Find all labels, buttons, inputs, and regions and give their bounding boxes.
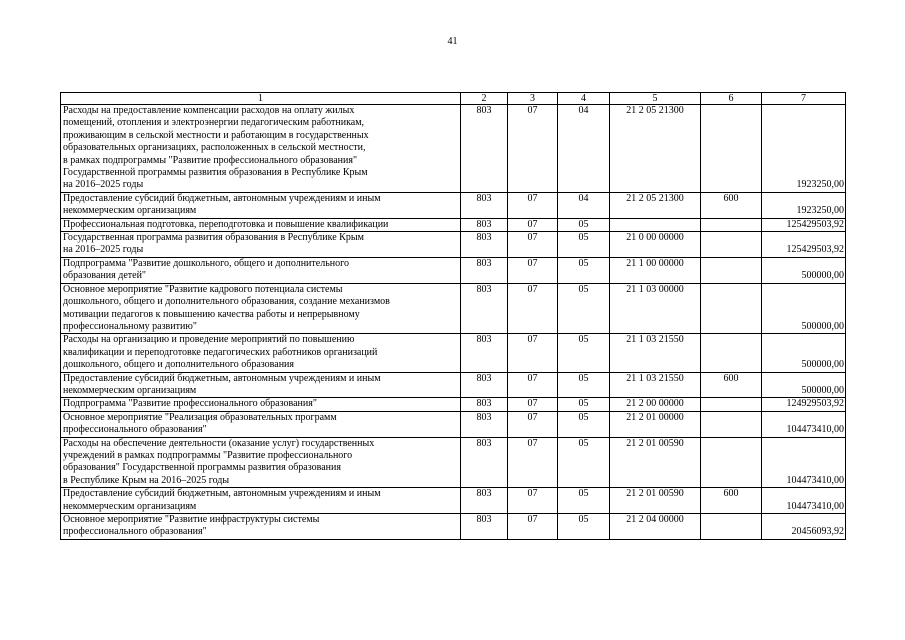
- amount-cell: 1923250,00: [762, 192, 846, 218]
- subsection-code-cell: 05: [558, 218, 610, 231]
- admin-code-cell: 803: [461, 334, 508, 372]
- section-code-cell: 07: [508, 398, 558, 411]
- table-row: [61, 437, 846, 488]
- amount-cell: 500000,00: [762, 372, 846, 398]
- amount-cell: 125429503,92: [762, 232, 846, 258]
- row-name-line: помещений, отопления и электроэнергии педагогическим работникам,: [63, 117, 365, 129]
- row-name-line: Государственная программа развития образования в Республике Крым: [63, 232, 364, 244]
- row-name-line: мотивации педагогов к повышению качества работы и непрерывному: [63, 308, 360, 320]
- target-article-cell: 21 1 00 00000: [610, 257, 701, 283]
- target-article-cell: 21 2 04 00000: [610, 514, 701, 540]
- expense-type-cell: [701, 411, 762, 437]
- section-code-cell: 07: [508, 283, 558, 334]
- target-article-cell: 21 2 01 00000: [610, 411, 701, 437]
- row-name-line: Предоставление субсидий бюджетным, автономным учреждениям и иным: [63, 488, 381, 500]
- row-name-line: Государственной программы развития образования в Республике Крым: [63, 167, 368, 179]
- row-name-cell: [61, 372, 461, 398]
- row-name-line: профессионального образования": [63, 526, 207, 538]
- row-name-line: образования детей": [63, 270, 147, 282]
- target-article-cell: 21 2 01 00590: [610, 488, 701, 514]
- page-number: 41: [447, 36, 458, 47]
- header-cell-7: 7: [762, 93, 846, 105]
- header-cell-2: 2: [461, 93, 508, 105]
- admin-code-cell: 803: [461, 218, 508, 231]
- admin-code-cell: 803: [461, 283, 508, 334]
- row-name-line: проживающим в сельской местности и работающим в государственных: [63, 129, 369, 141]
- row-name-line: Основное мероприятие "Реализация образовательных программ: [63, 411, 337, 423]
- table-header-row: [61, 93, 846, 105]
- expense-type-cell: [701, 105, 762, 193]
- subsection-code-cell: 05: [558, 488, 610, 514]
- expense-type-cell: [701, 334, 762, 372]
- table-row: [61, 488, 846, 514]
- section-code-cell: 07: [508, 218, 558, 231]
- budget-table: [60, 92, 846, 540]
- table-row: [61, 514, 846, 540]
- table-row: [61, 283, 846, 334]
- section-code-cell: 07: [508, 411, 558, 437]
- target-article-cell: 21 1 03 21550: [610, 372, 701, 398]
- header-cell-3: 3: [508, 93, 558, 105]
- subsection-code-cell: 05: [558, 257, 610, 283]
- header-cell-4: 4: [558, 93, 610, 105]
- admin-code-cell: 803: [461, 105, 508, 193]
- admin-code-cell: 803: [461, 372, 508, 398]
- expense-type-cell: [701, 257, 762, 283]
- expense-type-cell: [701, 437, 762, 488]
- section-code-cell: 07: [508, 105, 558, 193]
- admin-code-cell: 803: [461, 437, 508, 488]
- row-name-cell: [61, 398, 461, 411]
- subsection-code-cell: 05: [558, 514, 610, 540]
- amount-cell: 104473410,00: [762, 411, 846, 437]
- subsection-code-cell: 05: [558, 283, 610, 334]
- subsection-code-cell: 05: [558, 334, 610, 372]
- section-code-cell: 07: [508, 334, 558, 372]
- row-name-line: Подпрограмма "Развитие профессионального образования": [63, 398, 317, 410]
- row-name-line: Предоставление субсидий бюджетным, автономным учреждениям и иным: [63, 192, 381, 204]
- header-cell-6: 6: [701, 93, 762, 105]
- row-name-line: профессиональному развитию": [63, 320, 197, 332]
- expense-type-cell: [701, 218, 762, 231]
- target-article-cell: 21 2 00 00000: [610, 398, 701, 411]
- row-name-line: Подпрограмма "Развитие дошкольного, общего и дополнительного: [63, 257, 349, 269]
- target-article-cell: [610, 218, 701, 231]
- header-cell-1: 1: [61, 93, 461, 105]
- row-name-line: Основное мероприятие "Развитие кадрового потенциала системы: [63, 283, 343, 295]
- expense-type-cell: 600: [701, 372, 762, 398]
- section-code-cell: 07: [508, 372, 558, 398]
- row-name-cell: [61, 257, 461, 283]
- row-name-line: на 2016–2025 годы: [63, 179, 144, 191]
- row-name-line: Расходы на организацию и проведение мероприятий по повышению: [63, 334, 355, 346]
- target-article-cell: 21 2 05 21300: [610, 192, 701, 218]
- row-name-cell: [61, 488, 461, 514]
- row-name-line: образования" Государственной программы развития образования: [63, 462, 341, 474]
- target-article-cell: 21 2 05 21300: [610, 105, 701, 193]
- subsection-code-cell: 05: [558, 232, 610, 258]
- admin-code-cell: 803: [461, 411, 508, 437]
- subsection-code-cell: 04: [558, 192, 610, 218]
- table-row: [61, 372, 846, 398]
- row-name-cell: [61, 437, 461, 488]
- expense-type-cell: 600: [701, 488, 762, 514]
- expense-type-cell: [701, 398, 762, 411]
- section-code-cell: 07: [508, 437, 558, 488]
- header-cell-5: 5: [610, 93, 701, 105]
- target-article-cell: 21 0 00 00000: [610, 232, 701, 258]
- target-article-cell: 21 1 03 21550: [610, 334, 701, 372]
- expense-type-cell: [701, 232, 762, 258]
- amount-cell: 104473410,00: [762, 488, 846, 514]
- row-name-line: образовательных организациях, расположенных в сельской местности,: [63, 142, 366, 154]
- subsection-code-cell: 05: [558, 372, 610, 398]
- row-name-cell: [61, 105, 461, 193]
- row-name-cell: [61, 514, 461, 540]
- expense-type-cell: 600: [701, 192, 762, 218]
- amount-cell: 500000,00: [762, 334, 846, 372]
- amount-cell: 500000,00: [762, 257, 846, 283]
- row-name-line: некоммерческим организациям: [63, 384, 197, 396]
- subsection-code-cell: 05: [558, 398, 610, 411]
- table-row: [61, 257, 846, 283]
- row-name-line: квалификации и переподготовке педагогических работников организаций: [63, 346, 378, 358]
- section-code-cell: 07: [508, 192, 558, 218]
- admin-code-cell: 803: [461, 257, 508, 283]
- table-row: [61, 334, 846, 372]
- table-row: [61, 398, 846, 411]
- row-name-line: в рамках подпрограммы "Развитие профессионального образования": [63, 154, 358, 166]
- table-row: [61, 192, 846, 218]
- table-row: [61, 105, 846, 193]
- table-row: [61, 411, 846, 437]
- row-name-line: в Республике Крым на 2016–2025 годы: [63, 474, 230, 486]
- expense-type-cell: [701, 283, 762, 334]
- admin-code-cell: 803: [461, 232, 508, 258]
- row-name-line: дошкольного, общего и дополнительного образования, создание механизмов: [63, 296, 390, 308]
- row-name-cell: [61, 411, 461, 437]
- amount-cell: 104473410,00: [762, 437, 846, 488]
- table-row: [61, 218, 846, 231]
- section-code-cell: 07: [508, 257, 558, 283]
- row-name-cell: [61, 192, 461, 218]
- amount-cell: 125429503,92: [762, 218, 846, 231]
- row-name-line: Предоставление субсидий бюджетным, автономным учреждениям и иным: [63, 372, 381, 384]
- row-name-cell: [61, 283, 461, 334]
- amount-cell: 1923250,00: [762, 105, 846, 193]
- admin-code-cell: 803: [461, 398, 508, 411]
- row-name-line: некоммерческим организациям: [63, 205, 197, 217]
- expense-type-cell: [701, 514, 762, 540]
- subsection-code-cell: 05: [558, 411, 610, 437]
- row-name-cell: [61, 232, 461, 258]
- section-code-cell: 07: [508, 232, 558, 258]
- admin-code-cell: 803: [461, 192, 508, 218]
- target-article-cell: 21 2 01 00590: [610, 437, 701, 488]
- row-name-line: дошкольного, общего и дополнительного образования: [63, 359, 295, 371]
- subsection-code-cell: 04: [558, 105, 610, 193]
- row-name-line: на 2016–2025 годы: [63, 244, 144, 256]
- row-name-line: Профессиональная подготовка, переподготовка и повышение квалификации: [63, 218, 389, 230]
- row-name-line: Расходы на обеспечение деятельности (оказание услуг) государственных: [63, 437, 375, 449]
- row-name-line: учреждений в рамках подпрограммы "Развитие профессионального: [63, 449, 353, 461]
- amount-cell: 500000,00: [762, 283, 846, 334]
- subsection-code-cell: 05: [558, 437, 610, 488]
- section-code-cell: 07: [508, 514, 558, 540]
- row-name-line: Расходы на предоставление компенсации расходов на оплату жилых: [63, 105, 355, 116]
- amount-cell: 20456093,92: [762, 514, 846, 540]
- row-name-line: профессионального образования": [63, 424, 207, 436]
- row-name-line: некоммерческим организациям: [63, 500, 197, 512]
- table-row: [61, 232, 846, 258]
- target-article-cell: 21 1 03 00000: [610, 283, 701, 334]
- row-name-cell: [61, 218, 461, 231]
- admin-code-cell: 803: [461, 514, 508, 540]
- admin-code-cell: 803: [461, 488, 508, 514]
- row-name-cell: [61, 334, 461, 372]
- table-body: [61, 93, 846, 540]
- amount-cell: 124929503,92: [762, 398, 846, 411]
- section-code-cell: 07: [508, 488, 558, 514]
- row-name-line: Основное мероприятие "Развитие инфраструктуры системы: [63, 514, 320, 525]
